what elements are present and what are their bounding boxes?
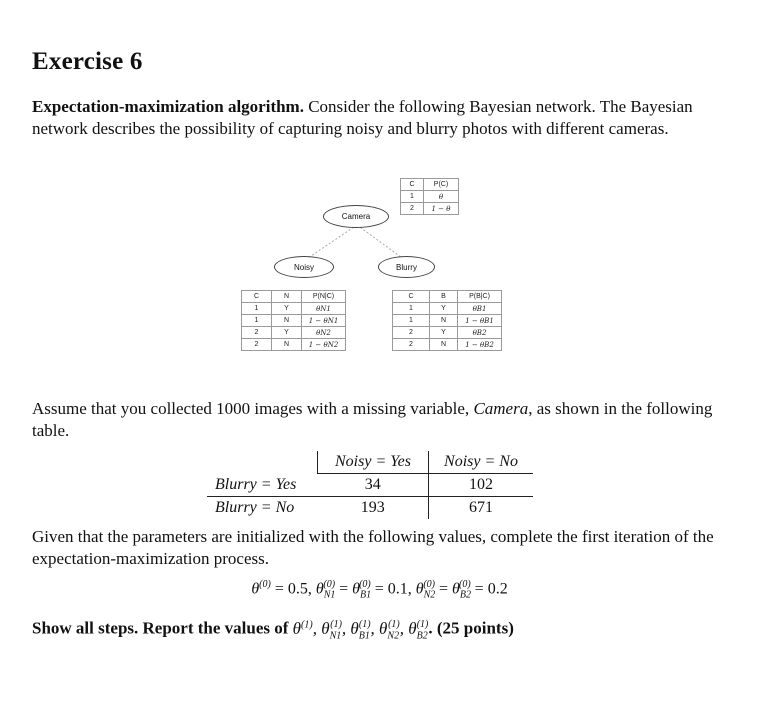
node-noisy-label: Noisy bbox=[293, 262, 314, 272]
init-theta: 0.5 bbox=[287, 580, 308, 598]
assume-pre: Assume that you collected 1000 images with a missing variable, bbox=[32, 399, 474, 418]
edge-camera-noisy bbox=[305, 225, 357, 260]
edge-camera-blurry bbox=[357, 225, 405, 260]
prior-cell: 1 − θ bbox=[424, 203, 459, 215]
noisy-cell: 1 bbox=[242, 315, 272, 327]
cell-value: 193 bbox=[360, 499, 385, 516]
noisy-cell: θN1 bbox=[302, 303, 346, 315]
blurry-cell: θB2 bbox=[458, 327, 502, 339]
noisy-cell: Y bbox=[272, 327, 302, 339]
task-post: . (25 points) bbox=[428, 618, 514, 638]
blurry-cell: θB1 bbox=[458, 303, 502, 315]
blurry-cell: 1 − θB2 bbox=[458, 339, 502, 351]
prior-cell: 2 bbox=[401, 203, 424, 215]
given-paragraph: Given that the parameters are initialized with the following values, complete the first iteration of the expectation-maximization process. bbox=[32, 527, 714, 568]
data-table bbox=[207, 451, 533, 519]
row-header-blurry-no: Blurry = No bbox=[215, 499, 295, 516]
blurry-cell: Y bbox=[430, 303, 458, 315]
noisy-cell: 1 − θN2 bbox=[302, 339, 346, 351]
noisy-cell: 1 bbox=[242, 303, 272, 315]
blurry-cell: 1 bbox=[393, 315, 430, 327]
noisy-header: N bbox=[272, 291, 302, 303]
blurry-cell: N bbox=[430, 339, 458, 351]
cell-value: 34 bbox=[318, 474, 429, 497]
prior-header-c: C bbox=[401, 179, 424, 191]
intro-bold: Expectation-maximization algorithm. bbox=[32, 97, 304, 116]
prior-table bbox=[400, 178, 459, 215]
noisy-table bbox=[241, 290, 346, 351]
blurry-header: B bbox=[430, 291, 458, 303]
blurry-cell: Y bbox=[430, 327, 458, 339]
init-equation: $\theta^{(0)} = 0.5$, $\theta_{N1}^{(0)} = \theta_{B1}^{(0)} = 0.1$, $\theta_{N2}^{(0)} = \theta_{B2}^{(0)} = 0.2$ bbox=[251, 579, 508, 601]
node-camera bbox=[323, 205, 389, 228]
blurry-header: P(B|C) bbox=[458, 291, 502, 303]
cell-value: 671 bbox=[429, 497, 534, 520]
blurry-cell: 2 bbox=[393, 339, 430, 351]
prior-cell: θ bbox=[424, 191, 459, 203]
init-thetaN1-B1: 0.1 bbox=[387, 580, 408, 598]
noisy-cell: 2 bbox=[242, 339, 272, 351]
blurry-cell: N bbox=[430, 315, 458, 327]
task-pre: Show all steps. Report the values of bbox=[32, 618, 293, 638]
init-thetaN2-B2: 0.2 bbox=[487, 580, 508, 598]
col-header-noisy-yes: Noisy = Yes bbox=[318, 451, 429, 474]
prior-header-p: P(C) bbox=[424, 179, 459, 191]
blurry-table bbox=[392, 290, 502, 351]
node-camera-label: Camera bbox=[341, 212, 371, 221]
task-paragraph: Show all steps. Report the values of $\theta^{(1)}$, $\theta_{N1}^{(1)}$, $\theta_{B1}^{(1)}$, $\theta_{N2}^{(1)}$, $\theta_{B2}^{(1)}$. (25 points) bbox=[32, 618, 514, 642]
blurry-header: C bbox=[393, 291, 430, 303]
node-blurry-label: Blurry bbox=[396, 262, 417, 272]
noisy-cell: N bbox=[272, 339, 302, 351]
assume-post: , as shown in the following table. bbox=[32, 399, 713, 440]
assume-var: Camera bbox=[473, 399, 529, 418]
blurry-cell: 1 − θB1 bbox=[458, 315, 502, 327]
node-blurry bbox=[378, 256, 435, 278]
noisy-header: P(N|C) bbox=[302, 291, 346, 303]
noisy-cell: θN2 bbox=[302, 327, 346, 339]
row-header-blurry-yes: Blurry = Yes bbox=[207, 474, 318, 497]
node-noisy bbox=[274, 256, 334, 278]
noisy-cell: 2 bbox=[242, 327, 272, 339]
blurry-cell: 1 bbox=[393, 303, 430, 315]
noisy-header: C bbox=[242, 291, 272, 303]
prior-cell: 1 bbox=[401, 191, 424, 203]
assume-paragraph bbox=[32, 398, 722, 442]
exercise-title: Exercise 6 bbox=[32, 48, 143, 75]
noisy-cell: 1 − θN1 bbox=[302, 315, 346, 327]
noisy-cell: N bbox=[272, 315, 302, 327]
blurry-cell: 2 bbox=[393, 327, 430, 339]
intro-text: Consider the following Bayesian network. The Bayesian network describes the possibility of capturing noisy and blurry photos with different cameras. bbox=[32, 97, 693, 138]
noisy-cell: Y bbox=[272, 303, 302, 315]
col-header-noisy-no: Noisy = No bbox=[429, 451, 534, 474]
cell-value: 102 bbox=[429, 474, 534, 497]
